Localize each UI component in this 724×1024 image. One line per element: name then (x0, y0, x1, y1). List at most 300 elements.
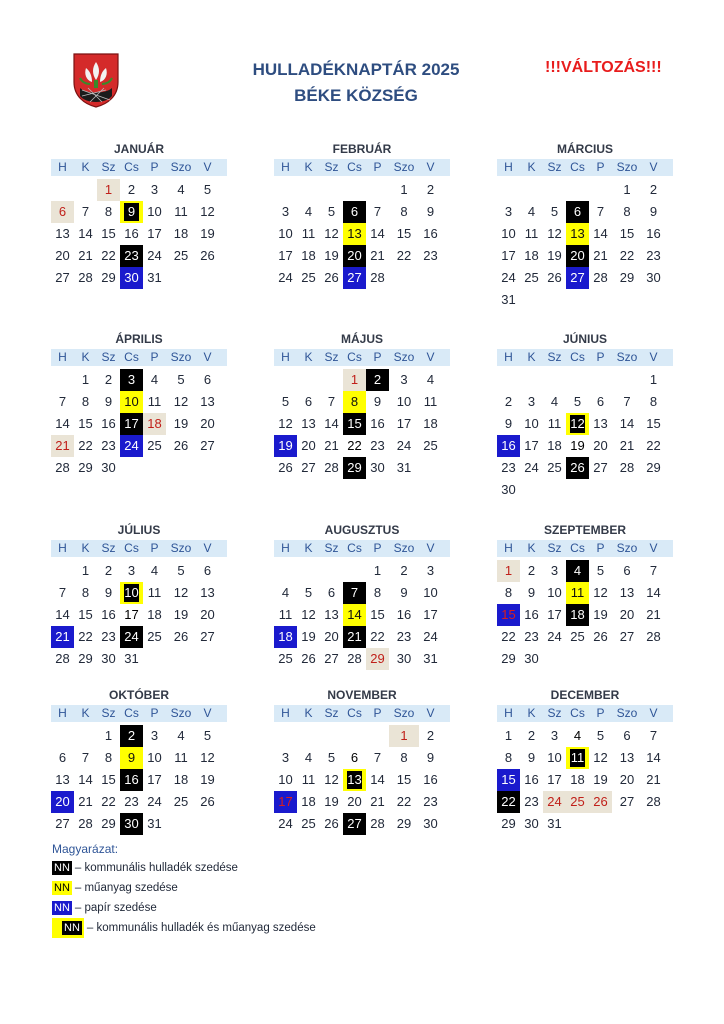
day-cell: 2 (426, 182, 435, 197)
day-cell: 22 (370, 629, 385, 644)
empty-cell (589, 813, 612, 835)
empty-cell (566, 648, 589, 670)
weekday-label: Cs (570, 541, 585, 555)
day-cell: 24 (278, 816, 293, 831)
legend-label: – műanyag szedése (74, 882, 178, 894)
day-cell: 18 (143, 413, 166, 435)
day-cell: 9 (104, 394, 113, 409)
week-row (497, 369, 673, 391)
weekday-label: V (649, 160, 658, 174)
day-cell: 5 (573, 394, 582, 409)
empty-cell (543, 369, 566, 391)
day-cell: 7 (58, 394, 67, 409)
empty-cell (51, 725, 74, 747)
day-cell: 28 (619, 460, 635, 475)
empty-cell (543, 179, 566, 201)
day-cell: 16 (423, 226, 438, 241)
day-cell: 29 (396, 816, 412, 831)
day-cell: 9 (527, 585, 536, 600)
day-cell: 29 (501, 816, 516, 831)
empty-cell (120, 457, 143, 479)
weekday-header (274, 349, 450, 366)
weekday-header (51, 159, 227, 176)
day-cell: 14 (370, 772, 385, 787)
week-row (274, 560, 450, 582)
weekday-label: P (373, 541, 382, 555)
weekday-label: P (596, 541, 605, 555)
day-cell: 8 (104, 750, 113, 765)
day-cell: 1 (504, 728, 513, 743)
day-cell: 14 (343, 604, 366, 626)
day-cell: 11 (174, 750, 188, 765)
day-cell: 11 (547, 416, 562, 431)
day-cell: 16 (497, 435, 520, 457)
week-row (274, 791, 450, 813)
day-cell: 6 (623, 728, 631, 743)
day-cell: 23 (524, 794, 539, 809)
day-cell: 28 (55, 651, 70, 666)
day-cell: 23 (120, 245, 143, 267)
day-cell: 22 (497, 791, 520, 813)
day-cell: 30 (524, 816, 539, 831)
day-cell: 26 (173, 629, 189, 644)
day-cell: 11 (566, 747, 589, 769)
weekday-label: P (373, 706, 382, 720)
day-cell: 16 (396, 607, 412, 622)
weekday-label: Sz (101, 706, 116, 720)
day-cell: 7 (58, 585, 67, 600)
empty-cell (589, 179, 612, 201)
month-name: MÁRCIUS (557, 142, 613, 156)
legend-label: – papír szedése (74, 902, 157, 914)
day-cell: 22 (646, 438, 661, 453)
empty-cell (419, 457, 442, 479)
week-row (274, 582, 450, 604)
day-cell: 5 (327, 204, 336, 219)
day-cell: 15 (646, 416, 661, 431)
month-name: OKTÓBER (109, 688, 169, 702)
day-cell: 11 (423, 394, 438, 409)
weekday-label: V (426, 706, 435, 720)
weekday-label: H (504, 706, 513, 720)
day-cell: 2 (527, 728, 536, 743)
day-cell: 6 (203, 372, 212, 387)
day-cell: 7 (343, 582, 366, 604)
empty-cell (642, 648, 665, 670)
day-cell: 15 (101, 772, 116, 787)
empty-cell (274, 369, 297, 391)
weekday-label: P (373, 350, 382, 364)
day-cell: 22 (347, 438, 362, 453)
weekday-label: P (150, 706, 159, 720)
day-cell: 7 (81, 750, 90, 765)
legend-item (52, 918, 316, 938)
weekday-label: K (527, 160, 536, 174)
day-cell: 26 (200, 248, 215, 263)
day-cell: 19 (274, 435, 297, 457)
day-cell: 11 (174, 204, 188, 219)
day-cell: 6 (327, 585, 336, 600)
weekday-header (51, 540, 227, 557)
day-cell: 24 (120, 626, 143, 648)
month-name: DECEMBER (550, 688, 620, 702)
day-cell: 31 (396, 460, 412, 475)
weekday-header (274, 159, 450, 176)
day-cell: 6 (304, 394, 313, 409)
day-cell: 10 (396, 394, 412, 409)
weekday-label: V (203, 350, 212, 364)
day-cell: 25 (524, 270, 539, 285)
weekday-label: Cs (570, 160, 585, 174)
day-cell: 20 (51, 791, 74, 813)
day-cell: 7 (596, 204, 605, 219)
month-július (51, 522, 227, 670)
day-cell: 28 (370, 270, 385, 285)
weekday-label: V (426, 541, 435, 555)
week-row (274, 648, 450, 670)
day-cell: 11 (524, 226, 539, 241)
week-row (51, 457, 227, 479)
empty-cell (520, 369, 543, 391)
empty-cell (366, 725, 389, 747)
weekday-label: Cs (124, 541, 139, 555)
week-row (51, 604, 227, 626)
day-cell: 19 (324, 248, 339, 263)
day-cell: 3 (527, 394, 536, 409)
day-cell: 1 (497, 560, 520, 582)
weekday-label: H (504, 160, 513, 174)
day-cell: 6 (58, 750, 67, 765)
empty-cell (143, 457, 166, 479)
day-cell: 4 (150, 563, 159, 578)
day-cell: 19 (593, 772, 608, 787)
month-name: FEBRUÁR (332, 142, 392, 156)
day-cell: 24 (543, 791, 566, 813)
day-cell: 20 (619, 607, 635, 622)
day-cell: 18 (301, 794, 316, 809)
day-cell: 16 (646, 226, 661, 241)
week-row (497, 479, 673, 501)
week-row (51, 626, 227, 648)
day-cell: 15 (78, 416, 93, 431)
day-cell: 15 (396, 772, 412, 787)
day-cell: 6 (51, 201, 74, 223)
day-cell: 27 (55, 270, 70, 285)
day-cell: 5 (177, 372, 185, 387)
day-cell: 21 (324, 438, 339, 453)
day-cell: 18 (173, 772, 189, 787)
day-cell: 28 (646, 629, 661, 644)
day-cell: 2 (400, 563, 408, 578)
day-cell: 17 (278, 248, 293, 263)
weekday-label: Szo (393, 350, 415, 364)
day-cell: 15 (497, 769, 520, 791)
day-cell: 23 (370, 438, 385, 453)
weekday-label: Sz (324, 541, 339, 555)
day-cell: 1 (97, 179, 120, 201)
day-cell: 20 (301, 438, 316, 453)
day-cell: 1 (104, 728, 113, 743)
empty-cell (166, 813, 196, 835)
day-cell: 6 (203, 563, 212, 578)
day-cell: 10 (524, 416, 539, 431)
weekday-label: H (281, 541, 290, 555)
day-cell: 1 (373, 563, 382, 578)
empty-cell (543, 289, 566, 311)
weekday-label: P (150, 160, 159, 174)
weekday-label: P (150, 541, 159, 555)
day-cell: 22 (101, 794, 116, 809)
day-cell: 12 (200, 750, 215, 765)
week-row (497, 769, 673, 791)
day-cell: 16 (101, 607, 116, 622)
day-cell: 30 (646, 270, 661, 285)
day-cell: 13 (200, 585, 215, 600)
weekday-label: Szo (393, 541, 415, 555)
day-cell: 2 (504, 394, 513, 409)
empty-cell (589, 369, 612, 391)
weekday-header (497, 349, 673, 366)
weekday-label: Sz (324, 706, 339, 720)
day-cell: 13 (619, 585, 635, 600)
weekday-label: Cs (570, 706, 585, 720)
day-cell: 10 (147, 750, 162, 765)
empty-cell (343, 179, 366, 201)
day-cell: 31 (501, 292, 516, 307)
empty-cell (543, 479, 566, 501)
weekday-header (51, 349, 227, 366)
legend-item (52, 898, 316, 918)
day-cell: 8 (400, 750, 408, 765)
weekday-header (497, 540, 673, 557)
day-cell: 17 (501, 248, 516, 263)
empty-cell (589, 479, 612, 501)
day-cell: 16 (120, 769, 143, 791)
day-cell: 11 (147, 585, 162, 600)
weekday-label: K (304, 706, 313, 720)
day-cell: 20 (55, 248, 70, 263)
day-cell: 26 (301, 651, 316, 666)
day-cell: 13 (324, 607, 339, 622)
weekday-label: H (281, 350, 290, 364)
empty-cell (566, 813, 589, 835)
empty-cell (320, 179, 343, 201)
weekday-label: Szo (170, 541, 192, 555)
day-cell: 2 (649, 182, 658, 197)
month-június (497, 331, 673, 501)
month-szeptember (497, 522, 673, 670)
day-cell: 30 (423, 816, 438, 831)
empty-cell (297, 179, 320, 201)
day-cell: 29 (646, 460, 661, 475)
day-cell: 20 (619, 772, 635, 787)
day-cell: 2 (104, 563, 113, 578)
day-cell: 20 (566, 245, 589, 267)
day-cell: 27 (343, 267, 366, 289)
day-cell: 31 (147, 816, 162, 831)
weekday-label: Szo (616, 541, 638, 555)
day-cell: 22 (78, 438, 93, 453)
week-row (497, 391, 673, 413)
day-cell: 4 (573, 728, 582, 743)
day-cell: 23 (101, 629, 116, 644)
day-cell: 10 (547, 585, 562, 600)
day-cell: 9 (373, 394, 382, 409)
day-cell: 19 (301, 629, 316, 644)
legend-item (52, 878, 316, 898)
empty-cell (642, 289, 665, 311)
day-cell: 17 (423, 607, 438, 622)
weekday-label: Sz (101, 160, 116, 174)
empty-cell (566, 479, 589, 501)
day-cell: 31 (124, 651, 139, 666)
day-cell: 4 (177, 728, 185, 743)
month-december (497, 687, 673, 835)
day-cell: 3 (550, 563, 559, 578)
day-cell: 9 (400, 585, 408, 600)
day-cell: 24 (423, 629, 438, 644)
day-cell: 11 (301, 226, 316, 241)
day-cell: 12 (566, 413, 589, 435)
day-cell: 28 (646, 794, 661, 809)
day-cell: 4 (281, 585, 290, 600)
week-row (51, 391, 227, 413)
day-cell: 18 (173, 226, 189, 241)
weekday-label: K (81, 706, 90, 720)
weekday-label: Szo (170, 350, 192, 364)
day-cell: 13 (593, 416, 608, 431)
day-cell: 7 (327, 394, 336, 409)
weekday-label: K (527, 706, 536, 720)
week-row (51, 267, 227, 289)
empty-cell (566, 289, 589, 311)
title-line-1: HULLADÉKNAPTÁR 2025 (252, 60, 460, 79)
weekday-label: K (81, 160, 90, 174)
change-notice: !!!VÁLTOZÁS!!! (545, 59, 662, 76)
day-cell: 25 (547, 460, 562, 475)
weekday-label: P (373, 160, 382, 174)
day-cell: 27 (301, 460, 316, 475)
empty-cell (589, 648, 612, 670)
empty-cell (366, 179, 389, 201)
day-cell: 9 (426, 750, 435, 765)
day-cell: 13 (301, 416, 316, 431)
month-name: JÚNIUS (562, 332, 607, 346)
day-cell: 2 (527, 563, 536, 578)
day-cell: 3 (120, 369, 143, 391)
day-cell: 17 (147, 772, 162, 787)
day-cell: 17 (124, 607, 139, 622)
day-cell: 7 (649, 728, 658, 743)
empty-cell (196, 457, 219, 479)
empty-cell (196, 267, 219, 289)
empty-cell (566, 179, 589, 201)
weekday-label: H (281, 706, 290, 720)
day-cell: 4 (550, 394, 559, 409)
empty-cell (166, 267, 196, 289)
day-cell: 28 (593, 270, 608, 285)
day-cell: 16 (524, 772, 539, 787)
day-cell: 14 (78, 772, 93, 787)
day-cell: 17 (396, 416, 412, 431)
month-name: AUGUSZTUS (324, 523, 400, 537)
week-row (497, 725, 673, 747)
week-row (51, 435, 227, 457)
empty-cell (612, 289, 642, 311)
day-cell: 24 (396, 438, 412, 453)
day-cell: 8 (81, 585, 90, 600)
empty-cell (320, 725, 343, 747)
weekday-label: Szo (170, 706, 192, 720)
day-cell: 28 (347, 651, 362, 666)
empty-cell (166, 457, 196, 479)
day-cell: 23 (423, 794, 438, 809)
day-cell: 13 (200, 394, 215, 409)
weekday-label: V (649, 350, 658, 364)
day-cell: 2 (120, 725, 143, 747)
weekday-label: K (527, 350, 536, 364)
weekday-label: H (504, 350, 513, 364)
empty-cell (274, 179, 297, 201)
day-cell: 4 (304, 204, 313, 219)
empty-cell (612, 479, 642, 501)
day-cell: 21 (51, 435, 74, 457)
day-cell: 19 (173, 607, 189, 622)
day-cell: 21 (646, 772, 661, 787)
week-row (51, 791, 227, 813)
weekday-label: V (203, 541, 212, 555)
weekday-label: Cs (124, 350, 139, 364)
day-cell: 26 (593, 629, 608, 644)
day-cell: 3 (127, 563, 136, 578)
day-cell: 14 (78, 226, 93, 241)
empty-cell (297, 725, 320, 747)
day-cell: 20 (343, 245, 366, 267)
day-cell: 30 (396, 651, 412, 666)
day-cell: 3 (150, 182, 159, 197)
day-cell: 13 (343, 769, 366, 791)
weekday-label: H (58, 350, 67, 364)
week-row (51, 245, 227, 267)
week-row (497, 582, 673, 604)
weekday-label: Cs (347, 350, 362, 364)
day-cell: 15 (78, 607, 93, 622)
day-cell: 5 (177, 563, 185, 578)
week-row (274, 813, 450, 835)
day-cell: 18 (274, 626, 297, 648)
day-cell: 17 (524, 438, 539, 453)
weekday-label: P (596, 706, 605, 720)
week-row (497, 747, 673, 769)
legend-swatch: NN (54, 902, 70, 914)
day-cell: 27 (593, 460, 608, 475)
week-row (274, 267, 450, 289)
day-cell: 1 (649, 372, 658, 387)
month-január (51, 141, 227, 289)
day-cell: 26 (278, 460, 293, 475)
day-cell: 27 (619, 794, 635, 809)
day-cell: 8 (81, 394, 90, 409)
day-cell: 14 (646, 585, 661, 600)
day-cell: 1 (81, 563, 90, 578)
week-row (497, 201, 673, 223)
weekday-label: Cs (124, 160, 139, 174)
day-cell: 12 (173, 585, 189, 600)
week-row (274, 604, 450, 626)
day-cell: 27 (55, 816, 70, 831)
day-cell: 4 (150, 372, 159, 387)
day-cell: 3 (504, 204, 513, 219)
